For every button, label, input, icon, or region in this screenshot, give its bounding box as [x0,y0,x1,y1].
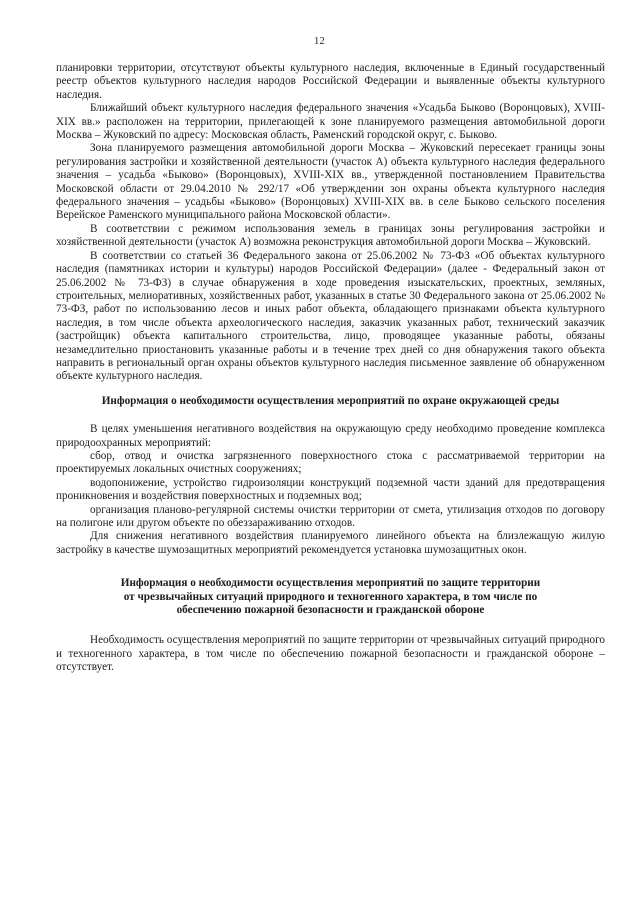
paragraph-intro-3: Зона планируемого размещения автомобильной дороги Москва – Жуковский пересекает границы зоны регулирования застройки и хозяйственной деятельности (участок А) объекта культурного наследия федерального значения – усадьба «Быково» (Воронцовых), XVIII-XIX вв., утвержденной постановлением Правительства Московской области от 29.04.2010 № 292/17 «Об утверждении зон охраны объекта культурного наследия федерального значения – усадьбы «Быково» (Воронцовых) XVIII-XIX вв. в селе Быково сельского поселения Верейское Раменского муниципального района Московской области». [56,142,605,222]
heading-emergency-line-2: от чрезвычайных ситуаций природного и техногенного характера, в том числе по [123,590,538,603]
paragraph-intro-5: В соответствии со статьей 36 Федерального закона от 25.06.2002 № 73-ФЗ «Об объектах культурного наследия (памятниках истории и культуры) народов Российской Федерации» (далее - Федеральный закон от 25.06.2002 № 73-ФЗ) в случае обнаружения в ходе проведения изыскательских, проектных, земляных, строительных, мелиоративных, хозяйственных работ, указанных в статье 30 Федерального закона от 25.06.2002 № 73-ФЗ, работ по использованию лесов и иных работ объекта, обладающего признаками объекта культурного наследия, в том числе объекта археологического наследия, заказчик указанных работ, технический заказчик (застройщик) объекта капитального строительства, лицо, проводящее указанные работы, обязаны незамедлительно приостановить указанные работы и в течение трех дней со дня обнаружения такого объекта направить в региональный орган охраны объектов культурного наследия письменное заявление об обнаруженном объекте культурного наследия. [56,249,605,383]
paragraph-intro-2: Ближайший объект культурного наследия федерального значения «Усадьба Быково (Воронцовых), XVIII-XIX вв.» расположен на территории, прилегающей к зоне планируемого размещения автомобильной дороги Москва – Жуковский по адресу: Московская область, Раменский городской округ, с. Быково. [56,102,605,142]
document-body [56,62,605,675]
paragraph-environment-3: водопонижение, устройство гидроизоляции конструкций подземной части зданий для предотвращения проникновения и воздействия поверхностных и подземных вод; [56,476,605,503]
paragraph-intro-4: В соответствии с режимом использования земель в границах зоны регулирования застройки и хозяйственной деятельности (участок А) возможна реконструкция автомобильной дороги Москва – Жуковский. [56,222,605,249]
paragraph-environment-2: сбор, отвод и очистка загрязненного поверхностного стока с рассматриваемой территории на проектируемых локальных очистных сооружениях; [56,449,605,476]
paragraph-environment-1: В целях уменьшения негативного воздействия на окружающую среду необходимо проведение комплекса природоохранных мероприятий: [56,423,605,449]
heading-emergency-line-1: Информация о необходимости осуществления мероприятий по защите территории [120,577,541,590]
paragraph-emergency-1: Необходимость осуществления мероприятий по защите территории от чрезвычайных ситуаций природного и техногенного характера, в том числе по обеспечению пожарной безопасности и гражданской обороне – отсутствует. [56,634,605,674]
paragraph-environment-5: Для снижения негативного воздействия планируемого линейного объекта на близлежащую жилую застройку в качестве шумозащитных мероприятий рекомендуется установка шумозащитных окон. [56,530,605,556]
heading-emergency-line-3: обеспечению пожарной безопасности и гражданской обороне [176,604,485,617]
paragraph-intro-1: планировки территории, отсутствуют объекты культурного наследия, включенные в Единый государственный реестр объектов культурного наследия народов Российской Федерации и выявленные объекты культурного наследия. [56,62,605,101]
heading-environment: Информация о необходимости осуществления мероприятий по охране окружающей среды [101,394,560,407]
paragraph-environment-4: организация планово-регулярной системы очистки территории от смета, утилизация отходов по договору на полигоне или другом объекте по обеззараживанию отходов. [56,503,605,529]
page-number: 12 [314,36,325,47]
